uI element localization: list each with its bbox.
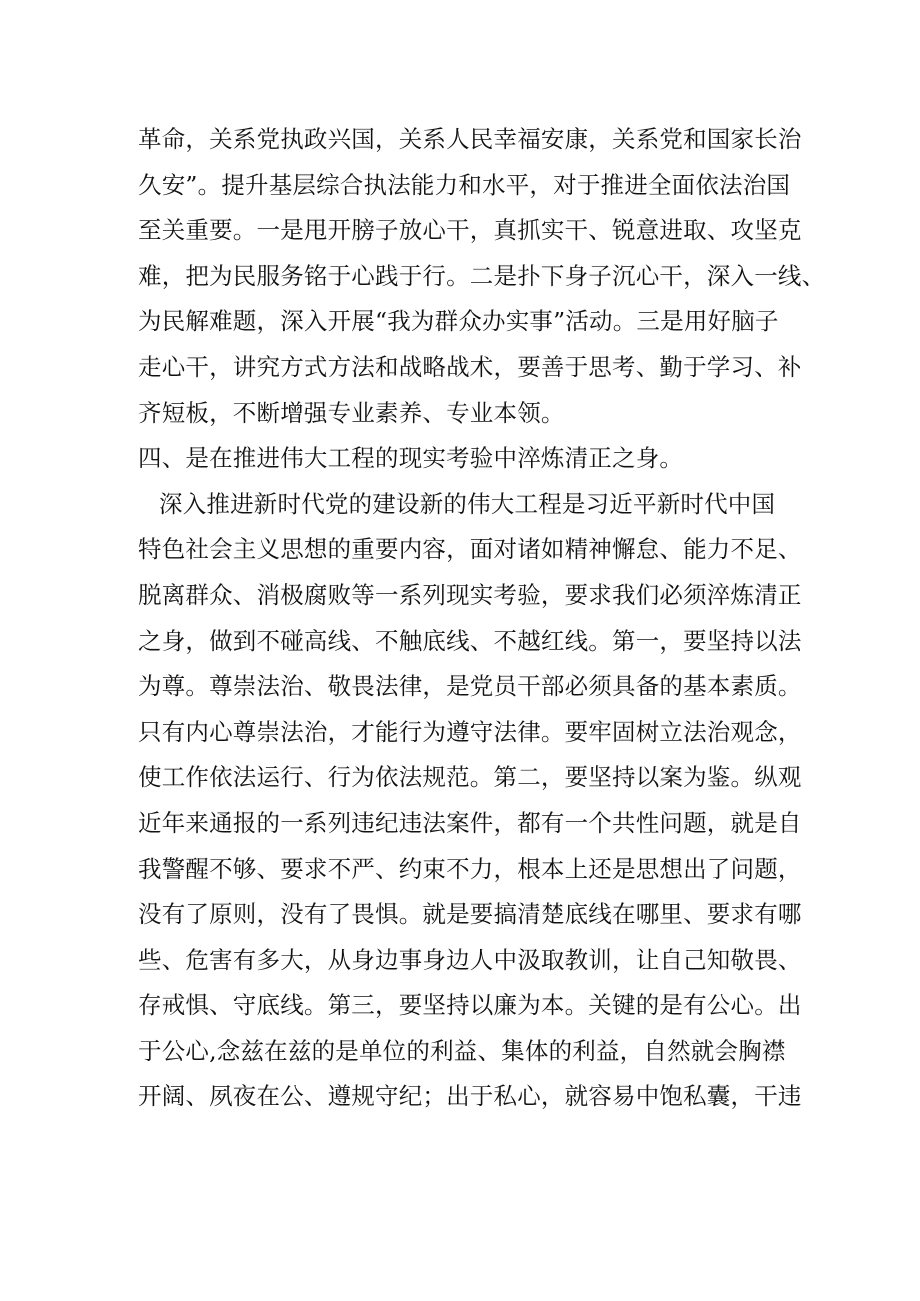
section-heading: 四、是在推进伟大工程的现实考验中淬炼清正之身。 <box>138 444 684 473</box>
text-line: 使工作依法运行、行为依法规范。第二，要坚持以案为鉴。纵观 <box>138 763 802 792</box>
text-line: 革命，关系党执政兴国，关系人民幸福安康，关系党和国家长治 <box>138 125 802 153</box>
text-line: 开阔、夙夜在公、遵规守纪；出于私心，就容易中饱私囊，干违 <box>138 1082 802 1111</box>
text-line: 近年来通报的一系列违纪违法案件，都有一个共性问题，就是自 <box>138 808 802 837</box>
document-body <box>138 117 826 1120</box>
paragraph-first-line: 深入推进新时代党的建设新的伟大工程是习近平新时代中国 <box>159 489 776 518</box>
text-line: 于公心,念兹在兹的是单位的利益、集体的利益，自然就会胸襟 <box>138 1036 786 1065</box>
text-line: 齐短板，不断增强专业素养、专业本领。 <box>138 398 565 427</box>
text-line: 走心干，讲究方式方法和战略战术，要善于思考、勤于学习、补 <box>138 352 802 381</box>
text-line: 些、危害有多大，从身边事身边人中汲取教训，让自己知敬畏、 <box>138 945 802 974</box>
text-line: 只有内心尊崇法治，才能行为遵守法律。要牢固树立法治观念， <box>138 717 802 746</box>
text-line: 没有了原则，没有了畏惧。就是要搞清楚底线在哪里、要求有哪 <box>138 900 802 929</box>
text-line: 脱离群众、消极腐败等一系列现实考验，要求我们必须淬炼清正 <box>138 580 802 609</box>
text-line: 难，把为民服务铭于心践于行。二是扑下身子沉心干，深入一线、 <box>138 261 826 290</box>
text-line: 我警醒不够、要求不严、约束不力，根本上还是思想出了问题， <box>138 854 802 883</box>
text-line: 久安”。提升基层综合执法能力和水平，对于推进全面依法治国 <box>138 170 791 199</box>
text-line: 至关重要。一是甩开膀子放心干，真抓实干、锐意进取、攻坚克 <box>138 216 802 245</box>
text-line: 存戒惧、守底线。第三，要坚持以廉为本。关键的是有公心。出 <box>138 991 802 1020</box>
text-line: 为尊。尊崇法治、敬畏法律，是党员干部必须具备的基本素质。 <box>138 672 802 701</box>
text-line: 之身，做到不碰高线、不触底线、不越红线。第一，要坚持以法 <box>138 626 802 655</box>
text-line: 为民解难题，深入开展“我为群众办实事”活动。三是用好脑子 <box>138 307 779 336</box>
text-line: 特色社会主义思想的重要内容，面对诸如精神懈怠、能力不足、 <box>138 535 802 564</box>
